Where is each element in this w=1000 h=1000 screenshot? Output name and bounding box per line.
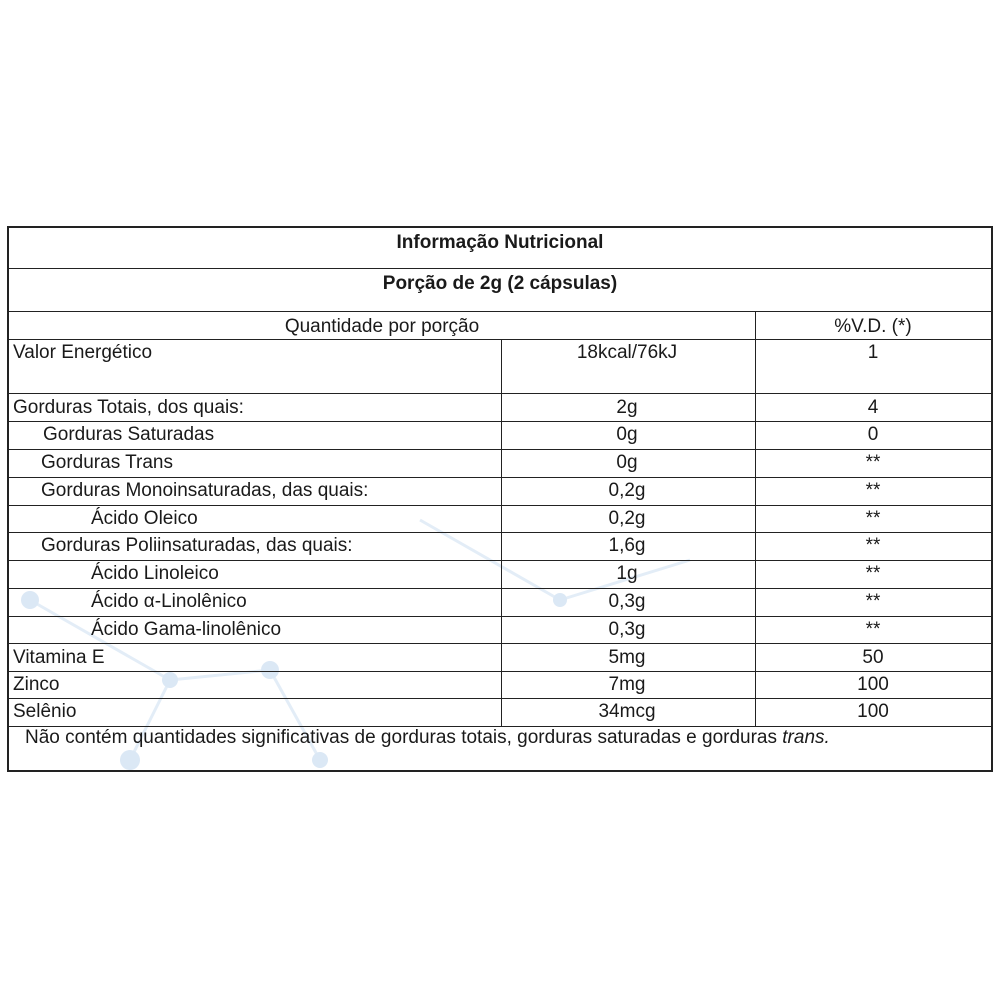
- nutrient-name: Gorduras Poliinsaturadas, das quais:: [41, 535, 353, 556]
- nutrient-quantity: 1g: [616, 563, 638, 584]
- grid-line: [9, 339, 991, 340]
- column-header-quantity: Quantidade por porção: [284, 316, 480, 337]
- nutrient-daily-value: 0: [867, 424, 879, 445]
- grid-line: [9, 671, 991, 672]
- nutrient-name: Selênio: [13, 701, 77, 722]
- nutrient-daily-value: 50: [862, 647, 884, 668]
- nutrient-quantity: 0g: [616, 424, 638, 445]
- nutrient-quantity: 1,6g: [608, 535, 646, 556]
- nutrient-name: Ácido α-Linolênico: [91, 591, 247, 612]
- nutrient-quantity: 0g: [616, 452, 638, 473]
- nutrient-quantity: 34mcg: [598, 701, 656, 722]
- footnote: [25, 725, 830, 751]
- nutrient-daily-value: 100: [857, 701, 889, 722]
- nutrient-name: Vitamina E: [13, 647, 105, 668]
- nutrient-name: Valor Energético: [13, 342, 153, 363]
- nutrition-facts-table: [7, 226, 993, 772]
- nutrient-daily-value: **: [865, 535, 881, 556]
- nutrient-name: Gorduras Trans: [41, 452, 173, 473]
- grid-line: [9, 421, 991, 422]
- nutrient-quantity: 7mg: [608, 674, 646, 695]
- grid-line: [9, 505, 991, 506]
- nutrient-daily-value: **: [865, 563, 881, 584]
- nutrient-name: Gorduras Totais, dos quais:: [13, 397, 244, 418]
- nutrient-quantity: 2g: [616, 397, 638, 418]
- nutrient-daily-value: **: [865, 591, 881, 612]
- grid-line: [9, 393, 991, 394]
- nutrient-daily-value: **: [865, 480, 881, 501]
- nutrient-quantity: 0,3g: [608, 591, 646, 612]
- grid-line: [501, 339, 502, 726]
- table-title: Informação Nutricional: [9, 228, 991, 269]
- nutrient-daily-value: **: [865, 452, 881, 473]
- nutrient-name: Ácido Linoleico: [91, 563, 219, 584]
- nutrient-name: Zinco: [13, 674, 60, 695]
- footnote-italic: trans.: [782, 727, 830, 748]
- nutrient-quantity: 0,2g: [608, 480, 646, 501]
- footnote-text: Não contém quantidades significativas de gorduras totais, gorduras saturadas e gorduras: [25, 727, 783, 748]
- column-header-daily-value: %V.D. (*): [834, 316, 912, 337]
- grid-line: [9, 449, 991, 450]
- grid-line: [755, 312, 756, 726]
- grid-line: [9, 588, 991, 589]
- nutrient-name: Ácido Gama-linolênico: [91, 619, 282, 640]
- nutrient-quantity: 18kcal/76kJ: [576, 342, 678, 363]
- nutrient-quantity: 0,3g: [608, 619, 646, 640]
- nutrient-name: Gorduras Saturadas: [43, 424, 215, 445]
- grid-line: [9, 532, 991, 533]
- grid-line: [9, 616, 991, 617]
- nutrient-name: Gorduras Monoinsaturadas, das quais:: [41, 480, 369, 501]
- nutrient-daily-value: **: [865, 508, 881, 529]
- grid-line: [9, 643, 991, 644]
- nutrient-daily-value: 4: [867, 397, 879, 418]
- nutrient-daily-value: 100: [857, 674, 889, 695]
- grid-line: [9, 477, 991, 478]
- grid-line: [9, 560, 991, 561]
- portion-size: Porção de 2g (2 cápsulas): [9, 269, 991, 312]
- nutrient-daily-value: 1: [867, 342, 879, 363]
- grid-line: [9, 698, 991, 699]
- nutrient-quantity: 5mg: [608, 647, 646, 668]
- nutrient-name: Ácido Oleico: [91, 508, 198, 529]
- nutrient-quantity: 0,2g: [608, 508, 646, 529]
- nutrient-daily-value: **: [865, 619, 881, 640]
